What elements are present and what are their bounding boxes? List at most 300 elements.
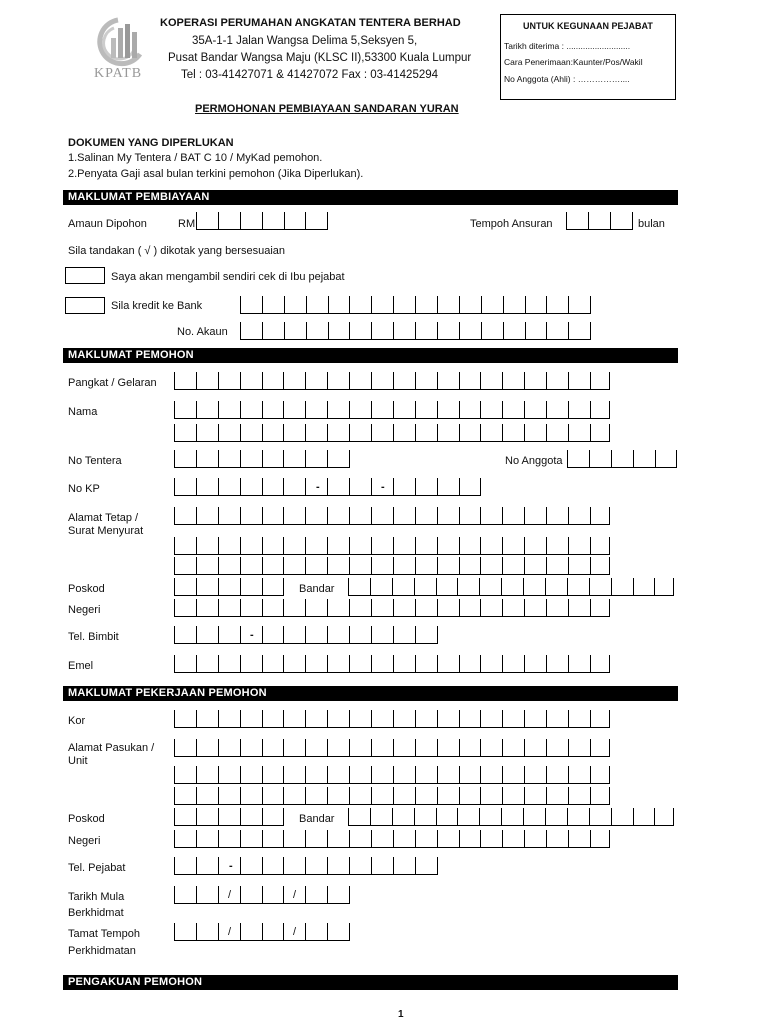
input-cell[interactable] [349,808,371,825]
input-cell[interactable] [219,830,241,847]
input-cell[interactable] [547,766,569,783]
input-cell[interactable] [350,830,372,847]
input-cell[interactable] [416,478,438,495]
input-cell[interactable] [460,599,482,616]
input-cell[interactable] [460,537,482,554]
input-cell[interactable] [263,787,285,804]
input-cell[interactable] [350,507,372,524]
input-cell[interactable] [349,578,371,595]
input-cell[interactable] [241,857,263,874]
input-cell[interactable] [263,739,285,756]
input-cell[interactable] [241,739,263,756]
input-cell[interactable] [503,401,525,418]
input-cell[interactable] [590,808,612,825]
input-cell[interactable] [503,787,525,804]
input-cell[interactable] [329,296,351,313]
input-cell[interactable] [306,766,328,783]
input-cell[interactable] [306,886,328,903]
input-cell[interactable] [219,424,241,441]
input-cell[interactable] [460,710,482,727]
input-cell[interactable] [175,923,197,940]
input-cell[interactable] [307,322,329,339]
input-cell[interactable] [502,578,524,595]
input-cell[interactable] [284,537,306,554]
input-cell[interactable] [219,710,241,727]
input-cell[interactable] [350,655,372,672]
unit-postcode-input[interactable] [174,808,284,826]
input-cell[interactable] [569,710,591,727]
input-cell[interactable] [438,424,460,441]
input-cell[interactable] [197,857,219,874]
input-cell[interactable] [328,766,350,783]
input-cell[interactable] [350,401,372,418]
input-cell[interactable] [175,450,197,467]
input-cell[interactable] [372,626,394,643]
input-cell[interactable] [438,372,460,389]
input-cell[interactable] [219,655,241,672]
input-cell[interactable] [394,296,416,313]
input-cell[interactable] [372,537,394,554]
unit-city-input[interactable] [348,808,674,826]
input-cell[interactable] [328,557,350,574]
input-cell[interactable] [241,787,263,804]
input-cell[interactable] [525,424,547,441]
input-cell[interactable] [350,766,372,783]
input-cell[interactable] [350,478,372,495]
input-cell[interactable] [394,655,416,672]
input-cell[interactable] [372,372,394,389]
input-cell[interactable] [589,212,611,229]
input-cell[interactable] [197,212,219,229]
input-cell[interactable] [328,478,350,495]
input-cell[interactable] [568,450,590,467]
input-cell[interactable] [503,537,525,554]
input-cell[interactable] [263,557,285,574]
input-cell[interactable] [416,424,438,441]
input-cell[interactable] [460,557,482,574]
input-cell[interactable] [525,710,547,727]
cheque-checkbox[interactable] [65,267,105,284]
input-cell[interactable] [503,507,525,524]
input-cell[interactable] [306,655,328,672]
input-cell[interactable] [569,424,591,441]
input-cell[interactable] [241,450,263,467]
input-cell[interactable] [591,739,610,756]
input-cell[interactable] [547,401,569,418]
input-cell[interactable] [219,507,241,524]
input-cell[interactable] [372,766,394,783]
input-cell[interactable] [328,599,350,616]
input-cell[interactable] [372,599,394,616]
input-cell[interactable] [241,710,263,727]
input-cell[interactable] [394,537,416,554]
input-cell[interactable] [525,401,547,418]
input-cell[interactable] [285,322,307,339]
input-cell[interactable] [263,296,285,313]
input-cell[interactable] [263,886,285,903]
input-cell[interactable] [525,557,547,574]
input-cell[interactable] [525,507,547,524]
input-cell[interactable] [655,808,674,825]
input-cell[interactable] [393,578,415,595]
input-cell[interactable] [481,655,503,672]
input-cell[interactable] [175,808,197,825]
input-cell[interactable] [197,424,219,441]
input-cell[interactable] [241,655,263,672]
input-cell[interactable] [394,507,416,524]
input-cell[interactable] [634,578,656,595]
input-cell[interactable] [547,557,569,574]
input-cell[interactable] [350,372,372,389]
address-input-line-1[interactable] [174,507,610,525]
input-cell[interactable] [241,372,263,389]
input-cell[interactable] [197,478,219,495]
input-cell[interactable] [416,857,438,874]
input-cell[interactable] [394,830,416,847]
input-cell[interactable] [306,830,328,847]
input-cell[interactable] [567,212,589,229]
input-cell[interactable] [590,578,612,595]
input-cell[interactable] [438,599,460,616]
input-cell[interactable] [263,372,285,389]
input-cell[interactable] [328,857,350,874]
input-cell[interactable] [569,372,591,389]
input-cell[interactable] [263,578,285,595]
input-cell[interactable] [438,507,460,524]
input-cell[interactable] [458,808,480,825]
input-cell[interactable] [241,830,263,847]
input-cell[interactable] [350,857,372,874]
input-cell[interactable] [591,655,610,672]
input-cell[interactable] [504,296,526,313]
input-cell[interactable] [547,830,569,847]
input-cell[interactable] [328,739,350,756]
input-cell[interactable] [438,478,460,495]
input-cell[interactable] [591,599,610,616]
input-cell[interactable] [241,808,263,825]
input-cell[interactable] [503,739,525,756]
input-cell[interactable] [416,739,438,756]
input-cell[interactable] [416,599,438,616]
input-cell[interactable] [306,507,328,524]
input-cell[interactable] [175,655,197,672]
input-cell[interactable] [394,401,416,418]
input-cell[interactable] [263,424,285,441]
input-cell[interactable] [525,599,547,616]
input-cell[interactable] [503,424,525,441]
input-cell[interactable] [416,557,438,574]
input-cell[interactable] [263,507,285,524]
input-cell[interactable] [569,655,591,672]
input-cell[interactable] [197,766,219,783]
input-cell[interactable] [569,296,591,313]
input-cell[interactable] [394,478,416,495]
unit-address-input-line-3[interactable] [174,787,610,805]
input-cell[interactable] [547,296,569,313]
input-cell[interactable] [328,424,350,441]
unit-address-input-line-1[interactable] [174,739,610,757]
input-cell[interactable] [438,766,460,783]
input-cell[interactable] [284,478,306,495]
bank-name-input[interactable] [240,296,591,314]
input-cell[interactable] [394,787,416,804]
input-cell[interactable] [197,626,219,643]
input-cell[interactable] [306,212,328,229]
input-cell[interactable] [438,537,460,554]
input-cell[interactable] [219,401,241,418]
input-cell[interactable] [460,766,482,783]
input-cell[interactable] [175,372,197,389]
input-cell[interactable] [546,578,568,595]
input-cell[interactable] [263,212,285,229]
input-cell[interactable] [306,787,328,804]
input-cell[interactable] [416,401,438,418]
input-cell[interactable] [481,507,503,524]
input-cell[interactable] [371,578,393,595]
input-cell[interactable] [394,710,416,727]
input-cell[interactable] [350,322,372,339]
input-cell[interactable] [525,787,547,804]
input-cell[interactable] [568,808,590,825]
input-cell[interactable] [328,401,350,418]
input-cell[interactable] [263,808,285,825]
input-cell[interactable] [524,808,546,825]
input-cell[interactable] [546,808,568,825]
input-cell[interactable] [372,296,394,313]
input-cell[interactable] [394,766,416,783]
input-cell[interactable] [656,450,678,467]
input-cell[interactable] [372,507,394,524]
account-input[interactable] [240,322,591,340]
input-cell[interactable] [284,739,306,756]
input-cell[interactable] [460,322,482,339]
name-input-line-2[interactable] [174,424,610,442]
input-cell[interactable] [175,739,197,756]
input-cell[interactable] [503,599,525,616]
input-cell[interactable] [569,557,591,574]
input-cell[interactable] [438,710,460,727]
input-cell[interactable] [480,808,502,825]
input-cell[interactable] [241,478,263,495]
input-cell[interactable] [263,626,285,643]
input-cell[interactable] [197,830,219,847]
input-cell[interactable] [481,787,503,804]
input-cell[interactable] [197,507,219,524]
input-cell[interactable] [481,739,503,756]
input-cell[interactable] [197,537,219,554]
input-cell[interactable] [175,401,197,418]
input-cell[interactable] [241,766,263,783]
input-cell[interactable] [372,424,394,441]
army-no-input[interactable] [174,450,350,468]
input-cell[interactable] [197,655,219,672]
input-cell[interactable] [569,507,591,524]
input-cell[interactable] [350,296,372,313]
input-cell[interactable] [504,322,526,339]
input-cell[interactable] [241,322,263,339]
input-cell[interactable] [460,401,482,418]
input-cell[interactable] [547,322,569,339]
input-cell[interactable] [372,830,394,847]
input-cell[interactable] [591,537,610,554]
input-cell[interactable] [175,507,197,524]
input-cell[interactable] [416,322,438,339]
input-cell[interactable] [306,857,328,874]
input-cell[interactable] [415,578,437,595]
input-cell[interactable] [481,830,503,847]
input-cell[interactable] [416,710,438,727]
input-cell[interactable] [263,322,285,339]
input-cell[interactable] [328,886,350,903]
input-cell[interactable] [328,372,350,389]
input-cell[interactable] [306,710,328,727]
input-cell[interactable] [175,424,197,441]
input-cell[interactable] [284,710,306,727]
input-cell[interactable] [350,710,372,727]
input-cell[interactable] [284,766,306,783]
input-cell[interactable] [197,401,219,418]
input-cell[interactable] [284,507,306,524]
input-cell[interactable] [502,808,524,825]
period-input[interactable] [566,212,633,230]
input-cell[interactable] [263,599,285,616]
input-cell[interactable] [306,739,328,756]
input-cell[interactable] [197,557,219,574]
input-cell[interactable] [460,478,482,495]
mobile-input[interactable] [174,626,438,644]
input-cell[interactable] [372,401,394,418]
input-cell[interactable] [175,626,197,643]
input-cell[interactable] [438,787,460,804]
input-cell[interactable] [350,787,372,804]
input-cell[interactable] [329,322,351,339]
input-cell[interactable] [547,599,569,616]
input-cell[interactable] [416,787,438,804]
input-cell[interactable] [481,372,503,389]
input-cell[interactable] [219,578,241,595]
input-cell[interactable] [328,450,350,467]
input-cell[interactable] [175,830,197,847]
input-cell[interactable] [394,322,416,339]
input-cell[interactable] [285,212,307,229]
input-cell[interactable] [612,578,634,595]
input-cell[interactable] [307,296,329,313]
input-cell[interactable] [394,372,416,389]
input-cell[interactable] [503,557,525,574]
input-cell[interactable] [175,787,197,804]
input-cell[interactable] [263,830,285,847]
input-cell[interactable] [547,372,569,389]
input-cell[interactable] [219,766,241,783]
input-cell[interactable] [197,886,219,903]
amount-input[interactable] [196,212,328,230]
input-cell[interactable] [460,739,482,756]
input-cell[interactable] [634,450,656,467]
input-cell[interactable] [547,787,569,804]
input-cell[interactable] [219,450,241,467]
input-cell[interactable] [219,739,241,756]
input-cell[interactable] [306,537,328,554]
input-cell[interactable] [241,537,263,554]
input-cell[interactable] [197,923,219,940]
input-cell[interactable] [175,599,197,616]
input-cell[interactable] [394,739,416,756]
input-cell[interactable] [437,808,459,825]
input-cell[interactable] [284,830,306,847]
input-cell[interactable] [438,322,460,339]
input-cell[interactable] [284,557,306,574]
input-cell[interactable] [197,739,219,756]
input-cell[interactable] [219,787,241,804]
input-cell[interactable] [284,599,306,616]
input-cell[interactable] [241,578,263,595]
input-cell[interactable] [569,322,591,339]
input-cell[interactable] [285,296,307,313]
input-cell[interactable] [438,830,460,847]
input-cell[interactable] [394,557,416,574]
input-cell[interactable] [416,296,438,313]
input-cell[interactable] [241,424,263,441]
input-cell[interactable] [416,372,438,389]
input-cell[interactable] [416,537,438,554]
input-cell[interactable] [547,710,569,727]
input-cell[interactable] [394,626,416,643]
input-cell[interactable] [416,766,438,783]
input-cell[interactable] [328,787,350,804]
unit-state-input[interactable] [174,830,610,848]
input-cell[interactable] [547,424,569,441]
input-cell[interactable] [525,766,547,783]
input-cell[interactable] [569,766,591,783]
input-cell[interactable] [372,322,394,339]
input-cell[interactable] [591,557,610,574]
input-cell[interactable] [371,808,393,825]
input-cell[interactable] [284,401,306,418]
input-cell[interactable] [284,857,306,874]
input-cell[interactable] [569,599,591,616]
name-input-line-1[interactable] [174,401,610,419]
member-no-input[interactable] [567,450,677,468]
input-cell[interactable] [219,478,241,495]
input-cell[interactable] [219,372,241,389]
input-cell[interactable] [394,424,416,441]
input-cell[interactable] [263,766,285,783]
input-cell[interactable] [416,626,438,643]
input-cell[interactable] [241,296,263,313]
input-cell[interactable] [569,739,591,756]
input-cell[interactable] [263,923,285,940]
input-cell[interactable] [197,787,219,804]
input-cell[interactable] [460,372,482,389]
input-cell[interactable] [460,424,482,441]
input-cell[interactable] [634,808,656,825]
email-input[interactable] [174,655,610,673]
input-cell[interactable] [263,857,285,874]
input-cell[interactable] [372,710,394,727]
input-cell[interactable] [372,655,394,672]
input-cell[interactable] [175,478,197,495]
input-cell[interactable] [591,830,610,847]
input-cell[interactable] [611,212,633,229]
input-cell[interactable] [481,557,503,574]
input-cell[interactable] [284,787,306,804]
input-cell[interactable] [458,578,480,595]
input-cell[interactable] [241,212,263,229]
input-cell[interactable] [328,923,350,940]
input-cell[interactable] [175,557,197,574]
input-cell[interactable] [219,537,241,554]
input-cell[interactable] [503,830,525,847]
